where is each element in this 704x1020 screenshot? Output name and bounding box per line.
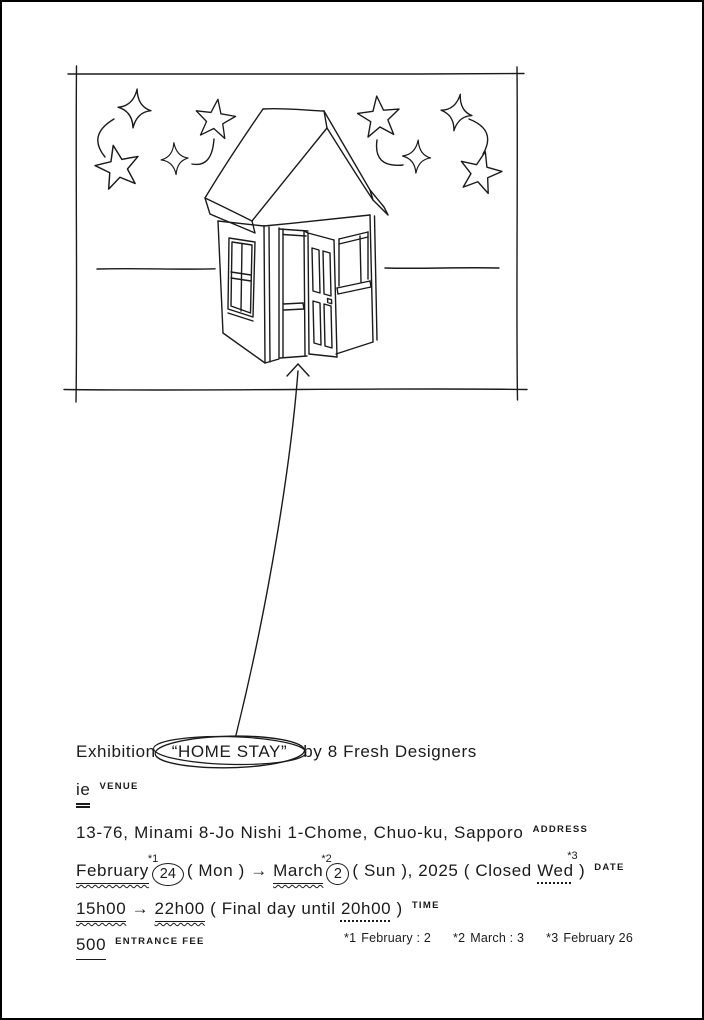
date-month-start: February (76, 859, 149, 884)
sparkle-icon (160, 142, 189, 176)
time-label: TIME (411, 900, 440, 911)
time-arrow: → (126, 899, 155, 918)
entrance-fee-label: ENTRANCE FEE (115, 936, 205, 947)
horizon-line (97, 268, 499, 269)
close-time: 22h00 (155, 897, 205, 922)
footnote-text: February : 2 (361, 931, 432, 945)
day-start: 24 (159, 866, 176, 882)
sparkle-icon (401, 139, 431, 174)
title-ellipse-highlight (156, 740, 304, 764)
title-prefix: Exhibition (76, 742, 156, 761)
sparkle-icon (438, 91, 475, 133)
sparkle-icon (116, 87, 153, 129)
date-label: DATE (594, 862, 625, 873)
footnote-3 (546, 931, 633, 945)
address-label: ADDRESS (532, 824, 589, 835)
star-icon (455, 147, 505, 196)
footnote-1 (344, 931, 431, 945)
star-icon (193, 97, 238, 140)
time-line (76, 897, 440, 924)
footnote-ref: *2 (453, 931, 466, 945)
circled-day-2 (321, 853, 349, 885)
footnote-ref: *1 (344, 931, 357, 945)
footnote-2 (453, 931, 524, 945)
day-end: 2 (333, 866, 342, 882)
arrow-to-house (236, 364, 309, 735)
circled-day-24 (147, 852, 184, 886)
entrance-fee-value: 500 (76, 933, 106, 960)
date-closing: ) (573, 861, 586, 880)
footnotes (344, 931, 633, 945)
title-suffix: by 8 Fresh Designers (303, 742, 477, 761)
final-day-suffix: ) (391, 899, 403, 918)
venue-label: VENUE (99, 781, 139, 792)
star-icon (356, 94, 402, 138)
venue-line (76, 778, 139, 808)
date-middle: ( Sun ), 2025 ( Closed (352, 861, 538, 880)
address-line (76, 821, 588, 848)
date-line (76, 850, 625, 886)
footnote-text: March : 3 (470, 931, 525, 945)
house-sketch (205, 109, 388, 363)
footnote-ref: *3 (546, 931, 559, 945)
closed-day: Wed (537, 861, 574, 880)
fee-line (76, 933, 205, 960)
exhibition-title (76, 740, 477, 764)
footnote-marker-2: *2 (321, 853, 332, 865)
date-month-end: March (273, 859, 323, 884)
final-day-time: 20h00 (340, 899, 392, 918)
final-day-prefix: ( Final day until (204, 899, 341, 918)
address-value: 13-76, Minami 8-Jo Nishi 1-Chome, Chuo-ku, Sapporo (76, 823, 524, 842)
stars (92, 87, 506, 195)
footnote-marker-3: *3 (567, 850, 578, 862)
title-highlight: “HOME STAY” (171, 742, 288, 761)
venue-value: ie (76, 778, 90, 808)
date-between: ( Mon ) → (186, 861, 274, 880)
footnote-marker-1: *1 (147, 852, 159, 865)
closed-day-wrap (537, 850, 578, 883)
open-time: 15h00 (76, 897, 126, 922)
footnote-text: February 26 (563, 931, 633, 945)
